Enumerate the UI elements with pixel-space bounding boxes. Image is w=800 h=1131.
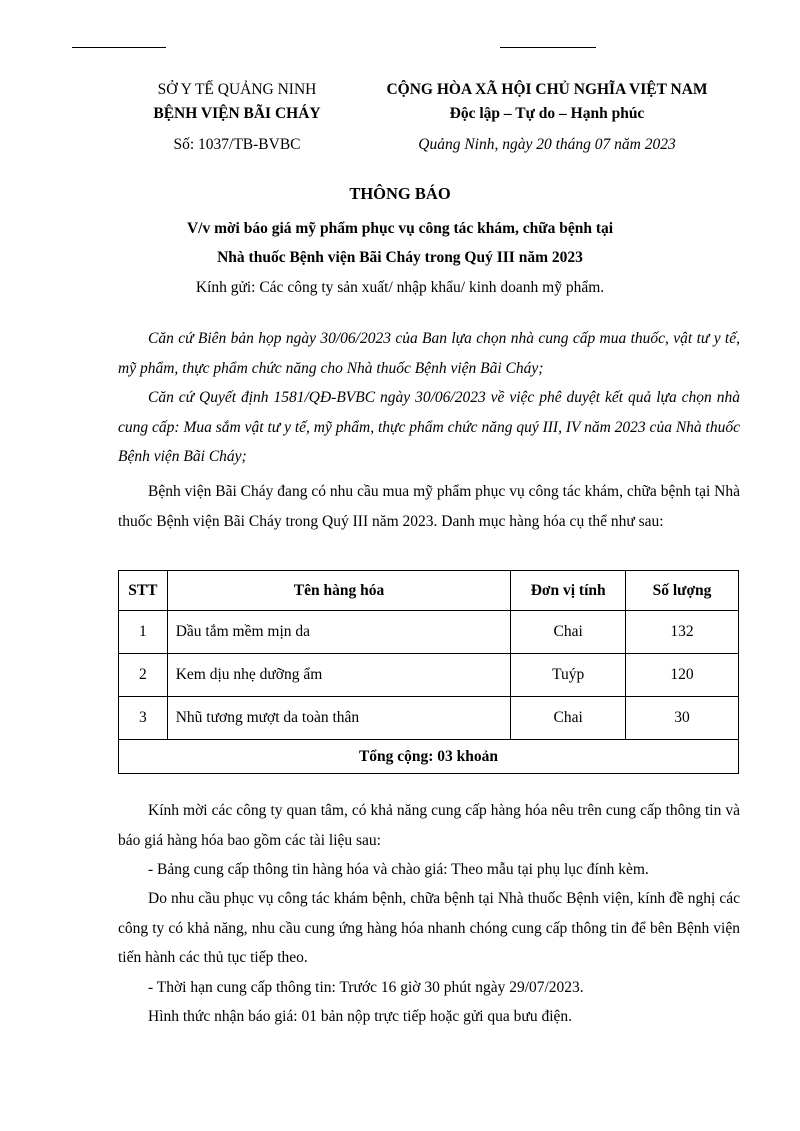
table-header-row: [119, 571, 739, 611]
col-header-unit: Đơn vị tính: [511, 571, 626, 611]
document-title: THÔNG BÁO: [349, 184, 451, 203]
legal-basis-2: Căn cứ Quyết định 1581/QĐ-BVBC ngày 30/06/2023 về việc phê duyệt kết quả lựa chọn nhà cung cấp: Mua sắm vật tư y tế, mỹ phẩm, thực phẩm chức năng quý III, IV năm 2023 của Nhà thuốc Bệnh viện Bãi Cháy;: [118, 389, 740, 465]
purchase-need-paragraph: Bệnh viện Bãi Cháy đang có nhu cầu mua mỹ phẩm phục vụ công tác khám, chữa bệnh tại Nhà thuốc Bệnh viện Bãi Cháy trong Quý III năm 2023. Danh mục hàng hóa cụ thể như sau:: [118, 483, 740, 530]
table-row: [119, 611, 739, 654]
cell-unit: Chai: [511, 697, 626, 740]
issuing-unit: BỆNH VIỆN BÃI CHÁY: [153, 105, 321, 122]
cell-qty: 132: [626, 611, 739, 654]
cell-unit: Tuýp: [511, 654, 626, 697]
submission-method-line: Hình thức nhận báo giá: 01 bản nộp trực tiếp hoặc gửi qua bưu điện.: [148, 1008, 573, 1025]
cell-name: Kem dịu nhẹ dưỡng ẩm: [167, 654, 511, 697]
header-right-underline: [500, 47, 596, 48]
col-header-name: Tên hàng hóa: [167, 571, 511, 611]
goods-table: [118, 570, 739, 774]
col-header-stt: STT: [119, 571, 168, 611]
table-total-row: [119, 740, 739, 774]
document-subject-line-2: Nhà thuốc Bệnh viện Bãi Cháy trong Quý III năm 2023: [217, 249, 583, 266]
col-header-qty: Số lượng: [626, 571, 739, 611]
issuing-authority: SỞ Y TẾ QUẢNG NINH: [157, 81, 317, 98]
table-total: Tổng cộng: 03 khoản: [119, 740, 739, 774]
document-date: Quảng Ninh, ngày 20 tháng 07 năm 2023: [418, 136, 676, 153]
cell-name: Nhũ tương mượt da toàn thân: [167, 697, 511, 740]
invitation-paragraph: Kính mời các công ty quan tâm, có khả năng cung cấp hàng hóa nêu trên cung cấp thông tin và báo giá hàng hóa bao gồm các tài liệu sau:: [118, 802, 740, 849]
deadline-line: - Thời hạn cung cấp thông tin: Trước 16 giờ 30 phút ngày 29/07/2023.: [148, 979, 584, 996]
table-row: [119, 654, 739, 697]
cell-stt: 3: [119, 697, 168, 740]
cell-qty: 120: [626, 654, 739, 697]
cell-qty: 30: [626, 697, 739, 740]
document-subject-line-1: V/v mời báo giá mỹ phẩm phục vụ công tác khám, chữa bệnh tại: [186, 220, 614, 237]
attachment-bullet: - Bảng cung cấp thông tin hàng hóa và chào giá: Theo mẫu tại phụ lục đính kèm.: [148, 861, 649, 878]
legal-basis-1: Căn cứ Biên bản họp ngày 30/06/2023 của Ban lựa chọn nhà cung cấp mua thuốc, vật tư y tế, mỹ phẩm, thực phẩm chức năng cho Nhà thuốc Bệnh viện Bãi Cháy;: [118, 330, 740, 377]
request-paragraph: Do nhu cầu phục vụ công tác khám bệnh, chữa bệnh tại Nhà thuốc Bệnh viện, kính đề nghị các công ty có khả năng, nhu cầu cung ứng hàng hóa nhanh chóng cung cấp thông tin để bên Bệnh viện tiến hành các thủ tục tiếp theo.: [118, 890, 740, 966]
document-number: Số: 1037/TB-BVBC: [173, 136, 301, 153]
cell-stt: 1: [119, 611, 168, 654]
header-left-underline: [72, 47, 166, 48]
country-name: CỘNG HÒA XÃ HỘI CHỦ NGHĨA VIỆT NAM: [386, 81, 708, 98]
table-row: [119, 697, 739, 740]
cell-name: Dầu tắm mềm mịn da: [167, 611, 511, 654]
cell-stt: 2: [119, 654, 168, 697]
header-left-block: [118, 78, 356, 157]
national-motto: Độc lập – Tự do – Hạnh phúc: [449, 105, 645, 122]
recipient-line: Kính gửi: Các công ty sản xuất/ nhập khẩu/ kinh doanh mỹ phẩm.: [195, 279, 605, 296]
header-right-block: [358, 78, 736, 157]
cell-unit: Chai: [511, 611, 626, 654]
